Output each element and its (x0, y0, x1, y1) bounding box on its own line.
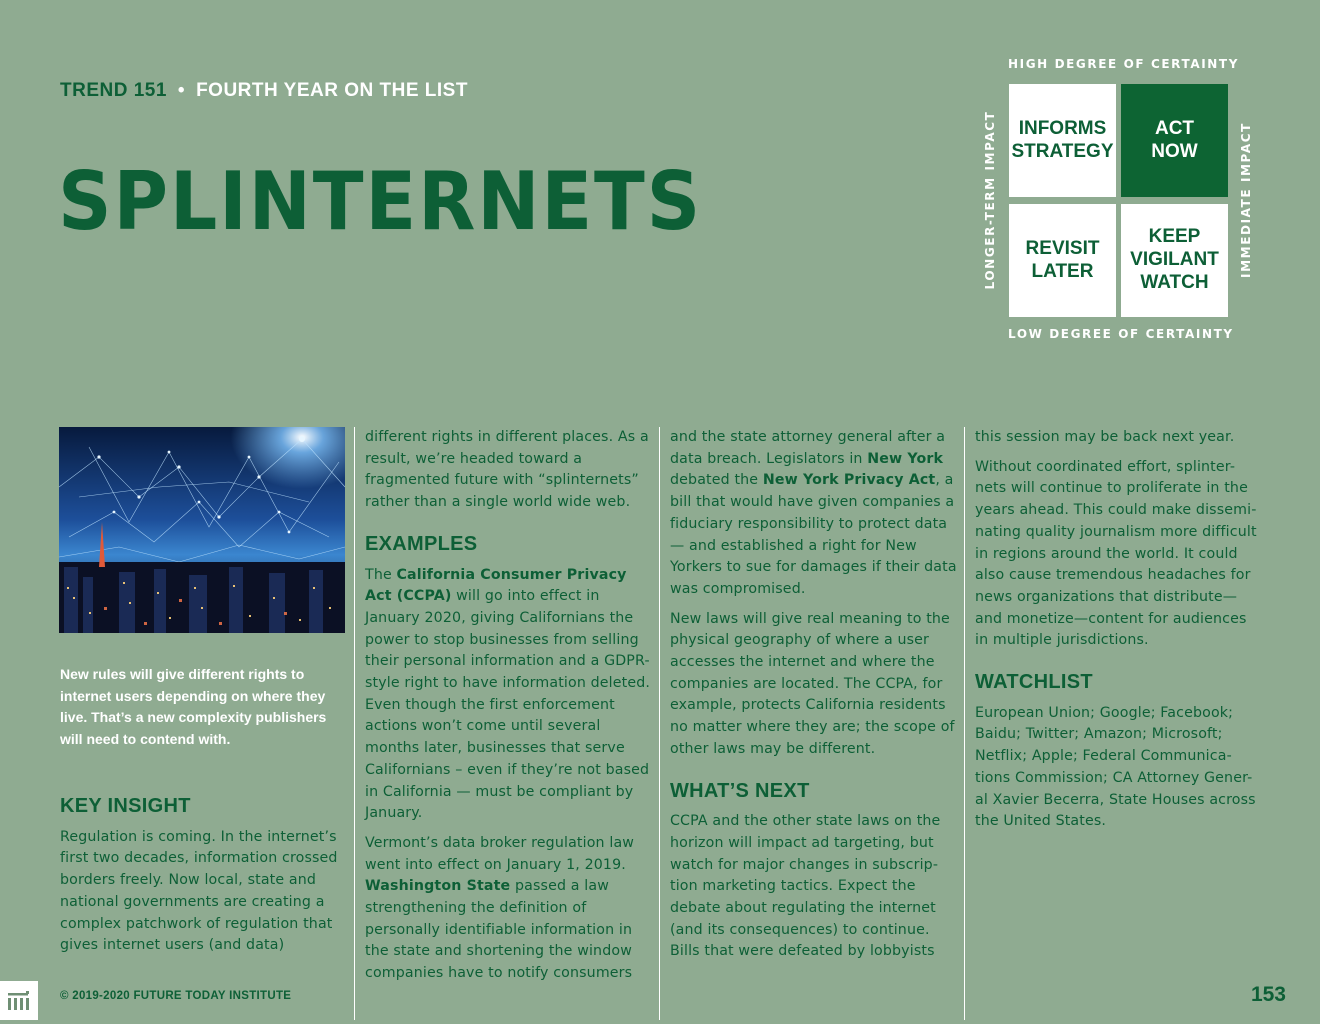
text-run: passed a law strengthening the definition of personally identifiable information in the state and shortening the window companies have to notify consumers (365, 878, 633, 982)
text-run: debated the (670, 472, 763, 489)
text-run: and the state attorney general after a data breach. Legislators in (670, 429, 946, 467)
new-york-paragraph (670, 427, 958, 601)
matrix-bottom-label: LOW DEGREE OF CERTAINTY (1008, 327, 1234, 341)
coordinated-effort-paragraph: Without coordinated effort, splinter-nets will continue to proliferate in the years ahead. This could make dissemi-nating quality journalism more difficult in regions around the world. It could also cause tremendous headaches for news organizations that distribute—and monetize—content for audiences in multiple jurisdictions. (975, 458, 1257, 649)
column-3 (670, 427, 958, 971)
key-insight-heading: KEY INSIGHT (60, 795, 191, 817)
washington-state: Washington State (365, 878, 511, 895)
col4-intro: this session may be back next year. (975, 429, 1235, 445)
separator-dot: • (177, 80, 186, 101)
trend-header (60, 80, 468, 102)
matrix-left-label: LONGER-TERM IMPACT (983, 110, 997, 290)
new-york-privacy-act: New York Privacy Act (762, 472, 936, 489)
watchlist-heading: WATCHLIST (975, 671, 1093, 694)
examples-heading: EXAMPLES (365, 532, 478, 555)
column-divider (659, 427, 660, 1020)
new-york: New York (867, 450, 944, 467)
fti-logo-icon (0, 981, 38, 1020)
matrix-right-label: IMMEDIATE IMPACT (1239, 122, 1253, 278)
city-network-photo (59, 427, 345, 633)
ccpa-name: California Consumer Privacy Act (CCPA) (365, 566, 627, 605)
year-on-list: FOURTH YEAR ON THE LIST (196, 80, 468, 101)
text-run: Vermont’s data broker regulation law went into effect on January 1, 2019. (365, 834, 635, 873)
page-number: 153 (1250, 983, 1286, 1006)
ccpa-paragraph (365, 565, 653, 825)
whats-next-heading: WHAT’S NEXT (670, 779, 810, 802)
text-run: , a bill that would have given companies a fiduciary responsibility to protect data — and established a right for New Yorkers to sue for damages if their data was compromised. (670, 472, 957, 597)
column-4 (975, 427, 1263, 841)
matrix-cell-act-now: ACT NOW (1121, 84, 1228, 197)
watchlist-text: European Union; Google; Facebook; Baidu; Twitter; Amazon; Microsoft; Netflix; Apple; Federal Communica-tions Commission; CA Attorney Gener-al Xavier Becerra, State Houses across the United States. (975, 704, 1256, 830)
matrix-cell-revisit-later: REVISIT LATER (1009, 204, 1116, 317)
column-2 (365, 427, 653, 993)
copyright: © 2019-2020 FUTURE TODAY INSTITUTE (60, 990, 292, 1002)
column-divider (354, 427, 355, 1020)
page-title: SPLINTERNETS (58, 155, 703, 248)
key-insight-section (60, 796, 348, 965)
column-divider (964, 427, 965, 1020)
text-run: will go into effect in January 2020, giving Californians the power to stop businesses from selling their personal information and a GDPR-style right to have information deleted. Even though the first enforcement actions won’t come until several months later, businesses that serve Californians – even if they’re not based in California — must be compliant by January. (365, 588, 651, 822)
photo-caption: New rules will give different rights to internet users depending on where they live. That’s a new complexity publishers will need to contend with. (60, 666, 327, 747)
text-run: The (365, 566, 397, 583)
matrix-cell-informs-strategy: INFORMS STRATEGY (1009, 84, 1116, 197)
vermont-paragraph (365, 833, 653, 985)
new-laws-paragraph: New laws will give real meaning to the physical geography of where a user accesses the internet and where the companies are located. The CCPA, for example, protects California residents no matter where they are; the scope of other laws may be different. (670, 610, 955, 757)
matrix-top-label: HIGH DEGREE OF CERTAINTY (1008, 57, 1240, 71)
key-insight-text: Regulation is coming. In the internet’s first two decades, information crossed borders freely. Now local, state and national governments are creating a complex patchwork of regulation that gives internet users (and data) (60, 828, 338, 954)
whats-next-paragraph: CCPA and the other state laws on the horizon will impact ad targeting, but watch for major changes in subscrip-tion marketing tactics. Expect the debate about regulating the internet (and its consequences) to continue. Bills that were defeated by lobbyists (670, 813, 941, 960)
matrix-cell-keep-vigilant-watch: KEEP VIGILANT WATCH (1121, 204, 1228, 317)
col2-intro: different rights in different places. As a result, we’re headed toward a fragmented future with “splinternets” rather than a single world wide web. (365, 429, 649, 511)
trend-number: TREND 151 (60, 80, 167, 101)
